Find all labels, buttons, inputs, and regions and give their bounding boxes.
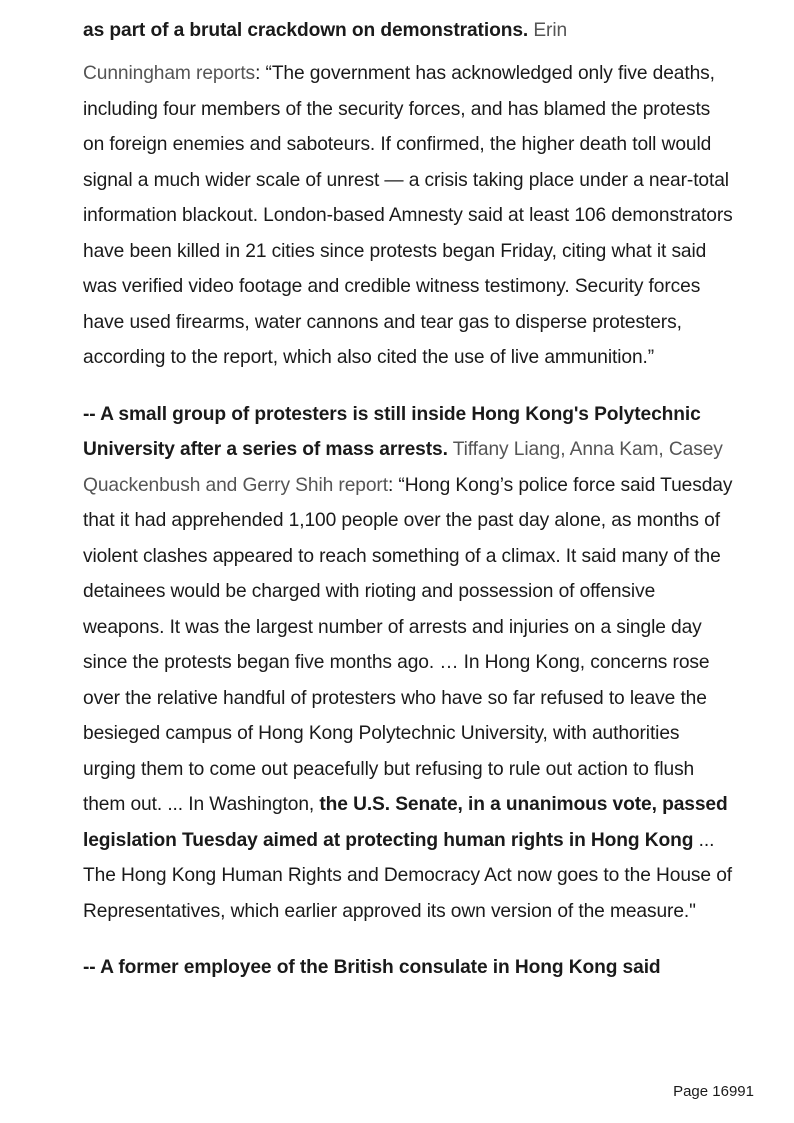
- article-body: [83, 20, 733, 986]
- partial-byline: Erin: [528, 20, 568, 41]
- hongkong-paragraph: [83, 397, 733, 930]
- page-number: Page 16991: [673, 1083, 754, 1100]
- cut-off-line: [83, 20, 733, 50]
- iran-paragraph: [83, 56, 733, 376]
- hongkong-byline-link[interactable]: Tiffany Liang, Anna Kam, Casey Quackenbush and Gerry Shih report: [83, 439, 723, 496]
- hongkong-headline: -- A small group of protesters is still inside Hong Kong's Polytechnic University after a series of mass arrests.: [83, 403, 701, 460]
- next-headline: -- A former employee of the British consulate in Hong Kong said: [83, 957, 661, 978]
- iran-byline-link[interactable]: Cunningham reports: [83, 63, 256, 84]
- hongkong-senate-bold: the U.S. Senate, in a unanimous vote, passed legislation Tuesday aimed at protecting human rights in Hong Kong: [83, 794, 728, 851]
- partial-headline: as part of a brutal crackdown on demonstrations.: [83, 20, 529, 41]
- hongkong-quote-part2: ... The Hong Kong Human Rights and Democracy Act now goes to the House of Representatives, which earlier approved its own version of the measure.": [83, 829, 733, 922]
- next-paragraph: [83, 950, 733, 986]
- iran-quote: : “The government has acknowledged only five deaths, including four members of the security forces, and has blamed the protests on foreign enemies and saboteurs. If confirmed, the higher death toll would signal a much wider scale of unrest — a crisis taking place under a near-total information blackout. London-based Amnesty said at least 106 demonstrators have been killed in 21 cities since protests began Friday, citing what it said was verified video footage and credible witness testimony. Security forces have used firearms, water cannons and tear gas to disperse protesters, according to the report, which also cited the use of live ammunition.”: [83, 63, 733, 368]
- hongkong-quote-part1: : “Hong Kong’s police force said Tuesday that it had apprehended 1,100 people over the past day alone, as months of violent clashes appeared to reach something of a climax. It said many of the detainees would be charged with rioting and possession of offensive weapons. It was the largest number of arrests and injuries on a single day since the protests began five months ago. … In Hong Kong, concerns rose over the relative handful of protesters who have so far refused to leave the besieged campus of Hong Kong Polytechnic University, with authorities urging them to come out peacefully but refusing to rule out action to flush them out. ... In Washington,: [83, 474, 733, 815]
